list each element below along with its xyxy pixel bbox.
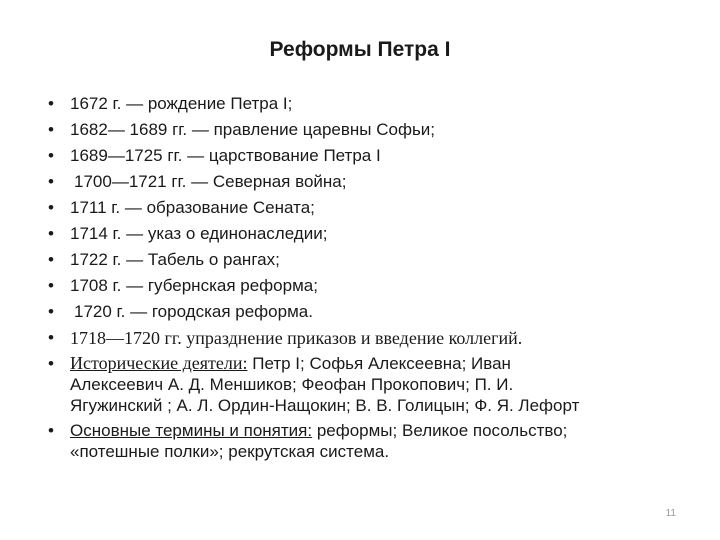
- list-item: [46, 249, 686, 271]
- historical-figures-text-line1: Петр I; Софья Алексеевна; Иван: [247, 354, 511, 373]
- key-terms-label: Основные термины и понятия:: [70, 421, 313, 440]
- list-item-text: 1722 г. — Табель о рангах;: [70, 250, 280, 269]
- list-item-text: 1672 г. — рождение Петра I;: [70, 94, 293, 113]
- bullet-icon: •: [48, 354, 54, 373]
- list-item: [46, 327, 686, 349]
- historical-figures-item: [46, 353, 686, 416]
- key-terms-item: [46, 420, 686, 462]
- list-item-text: 1682— 1689 гг. — правление царевны Софьи;: [70, 120, 436, 139]
- list-item: [46, 301, 686, 323]
- list-item: [46, 93, 686, 115]
- slide-title: Реформы Петра I: [269, 38, 451, 61]
- historical-figures-text-line3: Ягужинский ; А. Л. Ордин-Нащокин; В. В. Голицын; Ф. Я. Лефорт: [70, 396, 580, 415]
- list-item: [46, 223, 686, 245]
- list-item-text: 1708 г. — губернская реформа;: [70, 276, 318, 295]
- bullet-icon: •: [48, 224, 54, 243]
- historical-figures-label: Исторические деятели:: [70, 353, 248, 373]
- bullet-icon: •: [48, 328, 54, 347]
- key-terms-text-line1: реформы; Великое посольство;: [312, 421, 568, 440]
- list-item: [46, 275, 686, 297]
- list-item-text: 1689—1725 гг. — царствование Петра I: [70, 146, 381, 165]
- page-number: 11: [665, 508, 676, 519]
- bullet-icon: •: [48, 198, 54, 217]
- bullet-icon: •: [48, 172, 54, 191]
- historical-figures-text-line2: Алексеевич А. Д. Меншиков; Феофан Прокопович; П. И.: [70, 375, 514, 394]
- list-item: [46, 197, 686, 219]
- list-item: [46, 171, 686, 193]
- list-item-text: 1700—1721 гг. — Северная война;: [74, 172, 347, 191]
- key-terms-text-line2: «потешные полки»; рекрутская система.: [70, 442, 390, 461]
- list-item-text: 1711 г. — образование Сената;: [70, 198, 315, 217]
- bullet-icon: •: [48, 276, 54, 295]
- list-item-text: 1718—1720 гг. упразднение приказов и введение коллегий.: [70, 328, 523, 348]
- list-item: [46, 119, 686, 141]
- bullet-icon: •: [48, 120, 54, 139]
- list-item-text: 1720 г. — городская реформа.: [74, 302, 313, 321]
- bullet-icon: •: [48, 94, 54, 113]
- bullet-icon: •: [48, 421, 54, 440]
- bullet-icon: •: [48, 250, 54, 269]
- list-item: [46, 145, 686, 167]
- bullet-icon: •: [48, 146, 54, 165]
- list-item-text: 1714 г. — указ о единонаследии;: [70, 224, 328, 243]
- bullet-icon: •: [48, 302, 54, 321]
- bullet-list: [46, 93, 686, 466]
